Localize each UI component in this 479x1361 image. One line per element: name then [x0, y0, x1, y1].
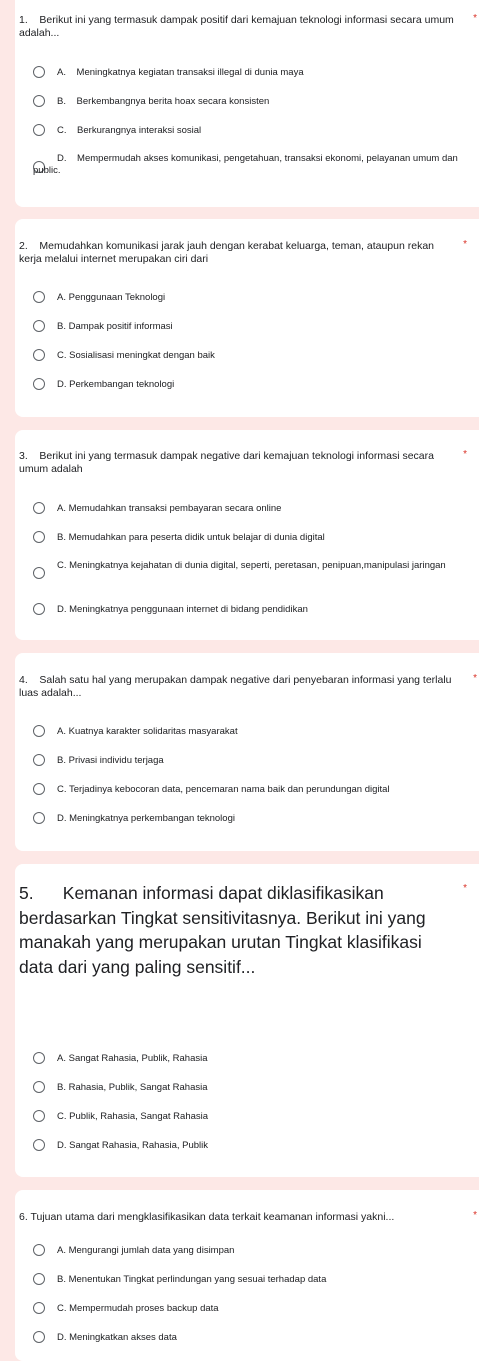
radio-button-icon[interactable] — [33, 725, 45, 737]
option-radio[interactable] — [33, 66, 465, 80]
option-label: D. Perkembangan teknologi — [57, 379, 175, 390]
radio-button-icon[interactable] — [33, 1052, 45, 1064]
option-label: A. Penggunaan Teknologi — [57, 292, 166, 303]
option-label: B. Rahasia, Publik, Sangat Rahasia — [57, 1082, 208, 1093]
radio-button-icon[interactable] — [33, 531, 45, 543]
option-radio[interactable] — [33, 754, 465, 768]
radio-button-icon[interactable] — [33, 812, 45, 824]
option-label: B. Berkembangnya berita hoax secara konsisten — [57, 96, 270, 107]
required-asterisk: * — [473, 13, 477, 24]
option-radio[interactable] — [33, 531, 465, 545]
option-radio[interactable] — [33, 1244, 465, 1258]
option-label: D. Meningkatnya perkembangan teknologi — [57, 813, 235, 824]
required-asterisk: * — [473, 673, 477, 684]
option-radio[interactable] — [33, 783, 465, 797]
option-label: C. Terjadinya kebocoran data, pencemaran nama baik dan perundungan digital — [57, 784, 390, 795]
option-radio[interactable] — [33, 291, 465, 305]
radio-button-icon[interactable] — [33, 502, 45, 514]
option-label: C. Berkurangnya interaksi sosial — [57, 125, 202, 136]
required-asterisk: * — [463, 449, 467, 460]
radio-button-icon[interactable] — [33, 1302, 45, 1314]
option-label: C. Mempermudah proses backup data — [57, 1303, 219, 1314]
required-asterisk: * — [463, 883, 467, 894]
option-label: A. Meningkatnya kegiatan transaksi illegal di dunia maya — [57, 67, 304, 78]
radio-button-icon[interactable] — [33, 378, 45, 390]
question-title: 5. Kemanan informasi dapat diklasifikasikan berdasarkan Tingkat sensitivitasnya. Berikut ini yang manakah yang merupakan urutan Tingkat klasifikasi data dari yang paling sensitif... — [19, 883, 431, 977]
option-radio[interactable] — [33, 1139, 465, 1153]
option-label: C. Publik, Rahasia, Sangat Rahasia — [57, 1111, 209, 1122]
radio-button-icon[interactable] — [33, 1273, 45, 1285]
question-card-1 — [15, 0, 479, 207]
option-radio[interactable] — [33, 1273, 465, 1287]
option-radio[interactable] — [33, 1052, 465, 1066]
option-radio[interactable] — [33, 320, 465, 334]
option-label: D. Meningkatkan akses data — [57, 1332, 177, 1343]
radio-button-icon[interactable] — [33, 1139, 45, 1151]
option-label: C. Meningkatnya kejahatan di dunia digital, seperti, peretasan, penipuan,manipulasi jaringan — [57, 560, 446, 571]
radio-button-icon[interactable] — [33, 291, 45, 303]
radio-button-icon[interactable] — [33, 66, 45, 78]
option-radio[interactable] — [33, 124, 465, 138]
option-radio[interactable] — [33, 560, 465, 588]
radio-button-icon[interactable] — [33, 603, 45, 615]
radio-button-icon[interactable] — [33, 124, 45, 136]
question-title: 6. Tujuan utama dari mengklasifikasikan data terkait keamanan informasi yakni... — [19, 1211, 395, 1223]
radio-button-icon[interactable] — [33, 1110, 45, 1122]
radio-button-icon[interactable] — [33, 320, 45, 332]
question-title: 4. Salah satu hal yang merupakan dampak negative dari penyebaran informasi yang terlalu luas adalah... — [19, 674, 455, 699]
option-label: B. Privasi individu terjaga — [57, 755, 164, 766]
option-radio[interactable] — [33, 378, 465, 392]
option-radio[interactable] — [33, 349, 465, 363]
option-label: B. Memudahkan para peserta didik untuk belajar di dunia digital — [57, 532, 325, 543]
option-radio[interactable] — [33, 1302, 465, 1316]
question-title: 1. Berikut ini yang termasuk dampak positif dari kemajuan teknologi informasi secara umum adalah... — [19, 14, 457, 39]
radio-button-icon[interactable] — [33, 1331, 45, 1343]
question-card-5 — [15, 864, 479, 1177]
required-asterisk: * — [463, 239, 467, 250]
option-label: A. Kuatnya karakter solidaritas masyarakat — [57, 726, 238, 737]
question-title: 2. Memudahkan komunikasi jarak jauh dengan kerabat keluarga, teman, ataupun rekan kerja melalui internet merupakan ciri dari — [19, 240, 437, 265]
option-label: B. Dampak positif informasi — [57, 321, 173, 332]
option-label: D. Mempermudah akses komunikasi, pengetahuan, transaksi ekonomi, pelayanan umum dan public. — [33, 153, 461, 176]
option-radio[interactable] — [33, 153, 465, 181]
question-title: 3. Berikut ini yang termasuk dampak negative dari kemajuan teknologi informasi secara umum adalah — [19, 450, 437, 475]
option-label: A. Mengurangi jumlah data yang disimpan — [57, 1245, 235, 1256]
option-radio[interactable] — [33, 812, 465, 826]
required-asterisk: * — [473, 1210, 477, 1221]
option-radio[interactable] — [33, 725, 465, 739]
option-label: C. Sosialisasi meningkat dengan baik — [57, 350, 215, 361]
option-label: D. Meningkatnya penggunaan internet di bidang pendidikan — [57, 604, 308, 615]
option-radio[interactable] — [33, 502, 465, 516]
option-label: A. Memudahkan transaksi pembayaran secara online — [57, 503, 282, 514]
question-card-6 — [15, 1190, 479, 1361]
question-card-4 — [15, 653, 479, 851]
question-card-3 — [15, 430, 479, 640]
radio-button-icon[interactable] — [33, 1244, 45, 1256]
radio-button-icon[interactable] — [33, 1081, 45, 1093]
option-radio[interactable] — [33, 603, 465, 617]
option-radio[interactable] — [33, 1081, 465, 1095]
option-radio[interactable] — [33, 95, 465, 109]
question-card-2 — [15, 219, 479, 417]
option-radio[interactable] — [33, 1331, 465, 1345]
option-label: D. Sangat Rahasia, Rahasia, Publik — [57, 1140, 209, 1151]
option-radio[interactable] — [33, 1110, 465, 1124]
radio-button-icon[interactable] — [33, 349, 45, 361]
radio-button-icon[interactable] — [33, 783, 45, 795]
option-label: A. Sangat Rahasia, Publik, Rahasia — [57, 1053, 208, 1064]
radio-button-icon[interactable] — [33, 95, 45, 107]
option-label: B. Menentukan Tingkat perlindungan yang sesuai terhadap data — [57, 1274, 327, 1285]
radio-button-icon[interactable] — [33, 754, 45, 766]
